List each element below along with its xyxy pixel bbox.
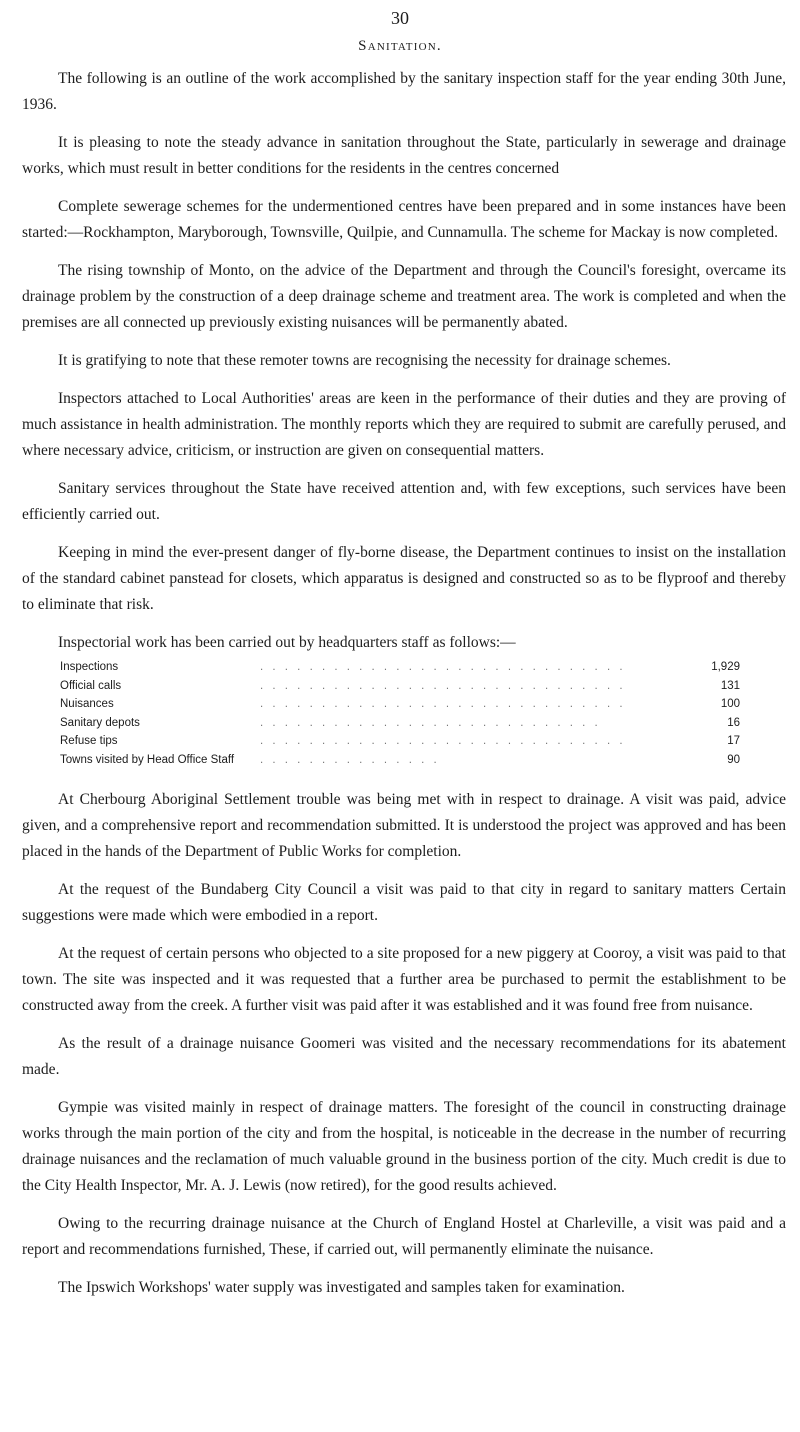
stats-row [60,658,740,677]
paragraph: Keeping in mind the ever-present danger of fly-borne disease, the Department continues to insist on the installation of the standard cabinet panstead for closets, which apparatus is designed and constructed so as to be flyproof and thereby to eliminate that risk. [22,544,786,613]
stat-label: Refuse tips [60,735,118,747]
stat-label: Official calls [60,679,122,692]
dot-leader: . . . . . . . . . . . . . . . . . . . . . . . . . . . . . . [260,661,626,673]
stats-row [60,732,740,751]
paragraph: At the request of certain persons who objected to a site proposed for a new piggery at Cooroy, a visit was paid to that town. The site was inspected and it was requested that a further area be purchased to permit the establishment to be constructed away from the creek. A further visit was paid after it was established and it was found free from nuisance. [22,945,786,1014]
stat-label: Towns visited by Head Office Staff [60,753,235,766]
paragraph: As the result of a drainage nuisance Goomeri was visited and the necessary recommendations for its abatement made. [22,1035,786,1078]
paragraph: At the request of the Bundaberg City Council a visit was paid to that city in regard to sanitary matters Certain suggestions were made which were embodied in a report. [22,881,786,924]
paragraph: Inspectors attached to Local Authorities' areas are keen in the performance of their duties and they are proving of much assistance in health administration. The monthly reports which they are required to submit are carefully perused, and where necessary advice, criticism, or instruction are given on consequential matters. [22,390,786,459]
paragraph: Owing to the recurring drainage nuisance at the Church of England Hostel at Charleville, a visit was paid and a report and recommendations furnished, These, if carried out, will permanently eliminate the nuisance. [22,1215,786,1258]
paragraph: Sanitary services throughout the State have received attention and, with few exceptions, such services have been efficiently carried out. [22,480,786,523]
stat-value: 17 [727,735,740,747]
dot-leader: . . . . . . . . . . . . . . . . . . . . . . . . . . . . . . [260,679,626,692]
paragraph: Complete sewerage schemes for the undermentioned centres have been prepared and in some instances have been started:—Rockhampton, Maryborough, Townsville, Quilpie, and Cunnamulla. The scheme for Mackay is now completed. [22,198,786,241]
page-number: 30 [391,8,409,28]
stats-row [60,751,740,770]
paragraph: Gympie was visited mainly in respect of drainage matters. The foresight of the council in constructing drainage works through the main portion of the city and from the hospital, is noticeable in the decrease in the number of recurring drainage nuisances and the reclamation of much valuable ground in the business portion of the city. Much credit is due to the City Health Inspector, Mr. A. J. Lewis (now retired), for the good results achieved. [22,1099,786,1194]
dot-leader: . . . . . . . . . . . . . . . [260,753,440,766]
stats-intro: Inspectorial work has been carried out by headquarters staff as follows:— [58,634,516,651]
paragraph: The rising township of Monto, on the advice of the Department and through the Council's foresight, overcame its drainage problem by the construction of a deep drainage scheme and treatment area. The work is completed and when the premises are all connected up previously existing nuisances will be permanently abated. [22,262,786,331]
stats-row [60,695,740,714]
section-heading: Sanitation. [358,38,442,54]
paragraph: The Ipswich Workshops' water supply was investigated and samples taken for examination. [58,1279,625,1296]
paragraph: The following is an outline of the work accomplished by the sanitary inspection staff for the year ending 30th June, 1936. [22,70,786,113]
paragraph: At Cherbourg Aboriginal Settlement trouble was being met with in respect to drainage. A visit was paid, advice given, and a comprehensive report and recommendation submitted. It is understood the project was approved and has been placed in the hands of the Department of Public Works for completion. [22,791,786,860]
stat-value: 100 [720,698,740,710]
stats-row [60,714,740,733]
stats-row [60,677,740,696]
dot-leader: . . . . . . . . . . . . . . . . . . . . . . . . . . . . [260,716,601,729]
dot-leader: . . . . . . . . . . . . . . . . . . . . . . . . . . . . . . [260,735,626,747]
stat-value: 1,929 [711,661,740,673]
stat-label: Inspections [60,661,119,673]
stat-label: Sanitary depots [60,716,140,729]
stats-table [60,658,740,769]
stat-value: 131 [720,679,740,692]
stat-value: 90 [727,753,740,766]
body-text [22,66,786,1313]
stat-value: 16 [727,716,740,729]
stat-label: Nuisances [60,698,114,710]
dot-leader: . . . . . . . . . . . . . . . . . . . . . . . . . . . . . . [260,698,626,710]
paragraph: It is pleasing to note the steady advance in sanitation throughout the State, particularly in sewerage and drainage works, which must result in better conditions for the residents in the centres concerned [22,134,786,177]
paragraph: It is gratifying to note that these remoter towns are recognising the necessity for drainage schemes. [58,352,671,369]
